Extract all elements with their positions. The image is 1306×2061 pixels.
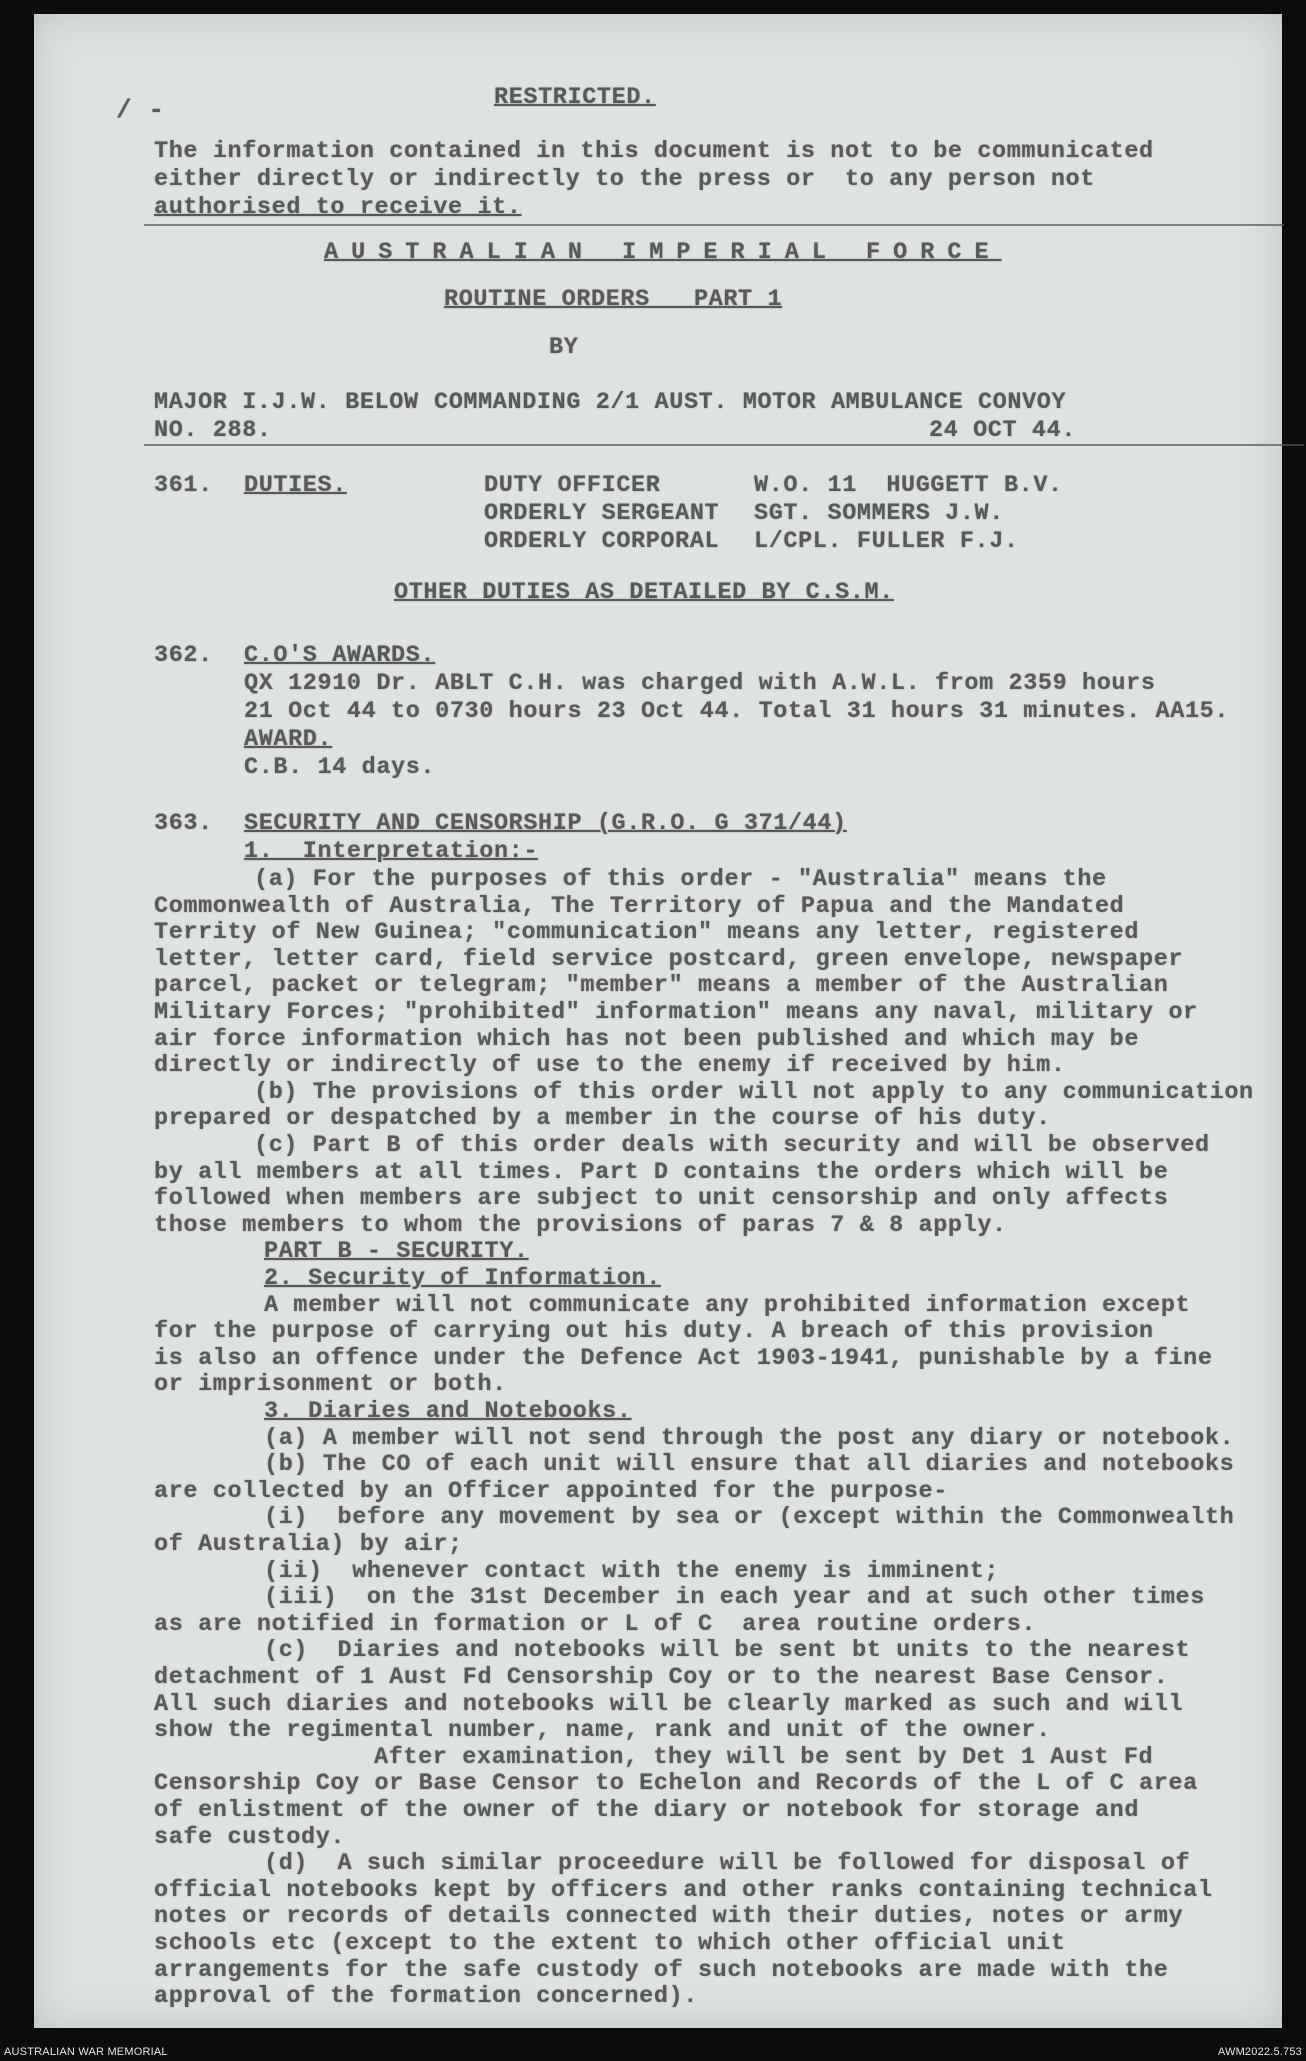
handwritten-mark: / - xyxy=(116,95,165,125)
body-line: QX 12910 Dr. ABLT C.H. was charged with A.W.L. from 2359 hours xyxy=(244,670,1156,697)
commander-unit: COMMANDING 2/1 AUST. MOTOR AMBULANCE CONVOY xyxy=(434,389,1067,416)
body-line: (d) A such similar proceedure will be followed for disposal of xyxy=(264,1850,1191,1878)
body-line: prepared or despatched by a member in the course of his duty. xyxy=(154,1105,1051,1133)
body-line: notes or records of details connected with their duties, notes or army xyxy=(154,1903,1184,1931)
by-label: BY xyxy=(549,334,579,361)
item-heading: SECURITY AND CENSORSHIP (G.R.O. G 371/44) xyxy=(244,810,847,837)
item-heading: DUTIES. xyxy=(244,472,347,499)
body-line: by all members at all times. Part D contains the orders which will be xyxy=(154,1158,1169,1186)
body-line: schools etc (except to the extent to which other official unit xyxy=(154,1930,1066,1957)
commander-name: MAJOR I.J.W. BELOW xyxy=(154,389,419,416)
body-line: Censorship Coy or Base Censor to Echelon and Records of the L of C area xyxy=(154,1770,1198,1798)
sub-heading: 1. Interpretation:- xyxy=(244,838,539,865)
item-heading: C.O'S AWARDS. xyxy=(244,642,436,669)
body-line: (c) Part B of this order deals with security and will be observed xyxy=(254,1132,1210,1159)
item-number: 363. xyxy=(154,810,213,837)
body-line: Military Forces; "prohibited" information" means any naval, military or xyxy=(154,999,1198,1026)
body-line: followed when members are subject to unit censorship and only affects xyxy=(154,1185,1169,1213)
body-line: (a) A member will not send through the post any diary or notebook. xyxy=(264,1424,1235,1452)
award-label: AWARD. xyxy=(244,726,333,753)
body-line: (i) before any movement by sea or (except within the Commonwealth xyxy=(264,1504,1235,1532)
body-line: or imprisonment or both. xyxy=(154,1371,507,1399)
body-line: After examination, they will be sent by Det 1 Aust Fd xyxy=(374,1743,1154,1771)
body-line: as are notified in formation or L of C area routine orders. xyxy=(154,1610,1037,1638)
body-line: safe custody. xyxy=(154,1823,346,1851)
item-number: 362. xyxy=(154,642,213,669)
body-line: are collected by an Officer appointed for the purpose- xyxy=(154,1477,948,1505)
body-line: letter, letter card, field service postcard, green envelope, newspaper xyxy=(154,945,1184,973)
body-line: those members to whom the provisions of paras 7 & 8 apply. xyxy=(154,1211,1007,1239)
archive-credit: AUSTRALIAN WAR MEMORIAL xyxy=(4,2046,168,2058)
body-line: of Australia) by air; xyxy=(154,1531,463,1558)
body-line: A member will not communicate any prohibited information except xyxy=(264,1291,1191,1319)
body-line: Territy of New Guinea; "communication" means any letter, registered xyxy=(154,919,1140,947)
body-line: (ii) whenever contact with the enemy is imminent; xyxy=(264,1557,1000,1585)
part-heading: PART B - SECURITY. xyxy=(264,1238,529,1266)
force-title: AUSTRALIAN IMPERIAL FORCE xyxy=(324,239,1002,266)
body-line: for the purpose of carrying out his duty. A breach of this provision xyxy=(154,1318,1154,1346)
orders-date: 24 OCT 44. xyxy=(929,417,1077,444)
body-line: parcel, packet or telegram; "member" means a member of the Australian xyxy=(154,972,1169,1000)
notice-line: either directly or indirectly to the press or to any person not xyxy=(154,166,1095,193)
other-duties: OTHER DUTIES AS DETAILED BY C.S.M. xyxy=(394,579,894,606)
orders-title: ROUTINE ORDERS PART 1 xyxy=(444,286,783,313)
duty-name: SGT. SOMMERS J.W. xyxy=(754,500,1004,527)
award-value: C.B. 14 days. xyxy=(244,754,436,781)
body-line: All such diaries and notebooks will be clearly marked as such and will xyxy=(154,1690,1184,1718)
body-line: of enlistment of the owner of the diary or notebook for storage and xyxy=(154,1797,1140,1824)
body-line: air force information which has not been published and which may be xyxy=(154,1025,1140,1053)
body-line: arrangements for the safe custody of such notebooks are made with the xyxy=(154,1956,1169,1984)
item-number: 361. xyxy=(154,472,213,499)
duty-role: ORDERLY CORPORAL xyxy=(484,528,720,555)
body-line: 21 Oct 44 to 0730 hours 23 Oct 44. Total 31 hours 31 minutes. AA15. xyxy=(244,698,1230,725)
body-line: is also an offence under the Defence Act 1903-1941, punishable by a fine xyxy=(154,1344,1213,1372)
body-line: official notebooks kept by officers and other ranks containing technical xyxy=(154,1876,1213,1904)
notice-rule xyxy=(144,224,1284,226)
notice-line: The information contained in this document is not to be communicated xyxy=(154,138,1154,165)
body-line: (b) The CO of each unit will ensure that all diaries and notebooks xyxy=(264,1451,1235,1479)
body-line: directly or indirectly of use to the enemy if received by him. xyxy=(154,1052,1066,1080)
classification-heading: RESTRICTED. xyxy=(494,84,656,111)
archive-reference: AWM2022.5.753 xyxy=(1217,2046,1302,2058)
duty-role: ORDERLY SERGEANT xyxy=(484,500,720,527)
body-line: (a) For the purposes of this order - "Australia" means the xyxy=(254,866,1107,893)
document-page xyxy=(34,14,1282,2028)
orders-number: NO. 288. xyxy=(154,417,272,444)
body-line: approval of the formation concerned). xyxy=(154,1983,698,2011)
body-line: detachment of 1 Aust Fd Censorship Coy or to the nearest Base Censor. xyxy=(154,1664,1169,1691)
body-line: (b) The provisions of this order will not apply to any communication xyxy=(254,1078,1254,1106)
duty-name: L/CPL. FULLER F.J. xyxy=(754,528,1019,555)
header-rule xyxy=(144,444,1304,446)
notice-line: authorised to receive it. xyxy=(154,194,522,221)
body-line: Commonwealth of Australia, The Territory of Papua and the Mandated xyxy=(154,892,1125,920)
body-line: (iii) on the 31st December in each year and at such other times xyxy=(264,1584,1205,1612)
duty-role: DUTY OFFICER xyxy=(484,472,661,499)
duty-name: W.O. 11 HUGGETT B.V. xyxy=(754,472,1063,499)
sub-heading: 3. Diaries and Notebooks. xyxy=(264,1398,632,1425)
body-line: (c) Diaries and notebooks will be sent bt units to the nearest xyxy=(264,1637,1191,1665)
body-line: show the regimental number, name, rank and unit of the owner. xyxy=(154,1717,1051,1745)
sub-heading: 2. Security of Information. xyxy=(264,1265,661,1292)
